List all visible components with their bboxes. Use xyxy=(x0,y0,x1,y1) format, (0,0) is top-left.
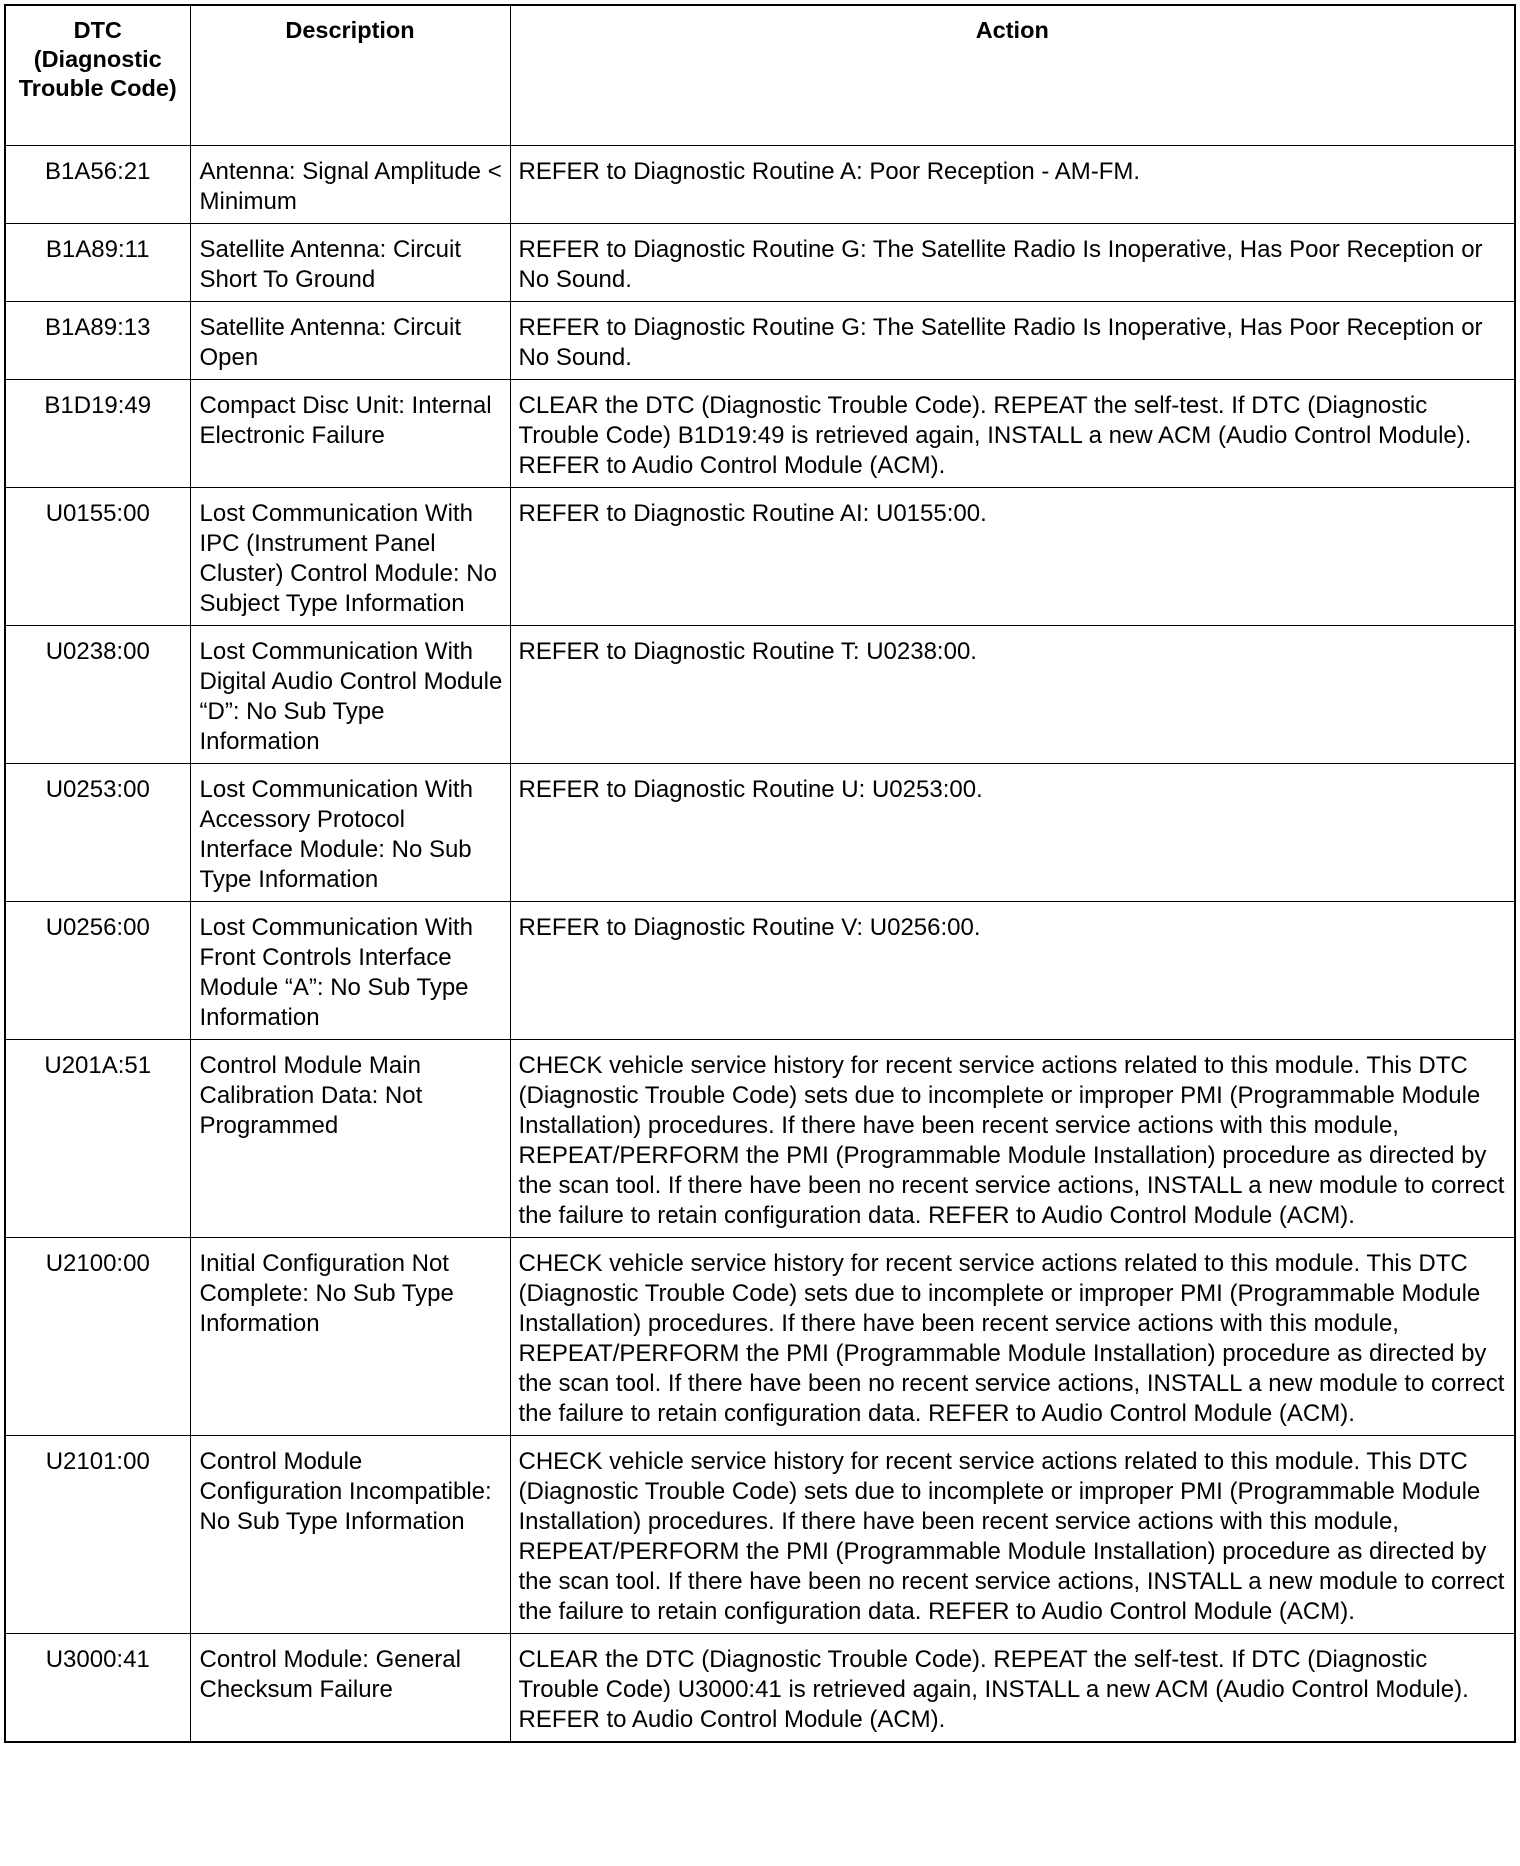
dtc-code-cell: B1A89:11 xyxy=(5,223,190,301)
action-cell: CHECK vehicle service history for recent service actions related to this module. This DTC (Diagnostic Trouble Code) sets due to incomplete or improper PMI (Programmable Module Installation) procedures. If there have been recent service actions with this module, REPEAT/PERFORM the PMI (Programmable Module Installation) procedure as directed by the scan tool. If there have been no recent service actions, INSTALL a new module to correct the failure to retain configuration data. REFER to Audio Control Module (ACM). xyxy=(510,1237,1515,1435)
table-row xyxy=(5,1237,1515,1435)
action-cell: CHECK vehicle service history for recent service actions related to this module. This DTC (Diagnostic Trouble Code) sets due to incomplete or improper PMI (Programmable Module Installation) procedures. If there have been recent service actions with this module, REPEAT/PERFORM the PMI (Programmable Module Installation) procedure as directed by the scan tool. If there have been no recent service actions, INSTALL a new module to correct the failure to retain configuration data. REFER to Audio Control Module (ACM). xyxy=(510,1039,1515,1237)
column-header-action: Action xyxy=(510,5,1515,145)
dtc-code-cell: U0238:00 xyxy=(5,625,190,763)
table-header-row xyxy=(5,5,1515,145)
dtc-code-cell: U2100:00 xyxy=(5,1237,190,1435)
description-cell: Control Module Main Calibration Data: Not Programmed xyxy=(190,1039,510,1237)
table-row xyxy=(5,379,1515,487)
dtc-table xyxy=(4,4,1516,1743)
table-row xyxy=(5,1435,1515,1633)
dtc-code-cell: B1D19:49 xyxy=(5,379,190,487)
description-cell: Control Module: General Checksum Failure xyxy=(190,1633,510,1742)
description-cell: Satellite Antenna: Circuit Short To Ground xyxy=(190,223,510,301)
dtc-code-cell: U3000:41 xyxy=(5,1633,190,1742)
dtc-code-cell: U0253:00 xyxy=(5,763,190,901)
description-cell: Lost Communication With Accessory Protocol Interface Module: No Sub Type Information xyxy=(190,763,510,901)
action-cell: CLEAR the DTC (Diagnostic Trouble Code). REPEAT the self-test. If DTC (Diagnostic Trouble Code) B1D19:49 is retrieved again, INSTALL a new ACM (Audio Control Module). REFER to Audio Control Module (ACM). xyxy=(510,379,1515,487)
table-row xyxy=(5,625,1515,763)
description-cell: Satellite Antenna: Circuit Open xyxy=(190,301,510,379)
description-cell: Lost Communication With IPC (Instrument Panel Cluster) Control Module: No Subject Type Information xyxy=(190,487,510,625)
dtc-code-cell: U0256:00 xyxy=(5,901,190,1039)
table-row xyxy=(5,1039,1515,1237)
table-row xyxy=(5,763,1515,901)
dtc-code-cell: B1A56:21 xyxy=(5,145,190,223)
description-cell: Control Module Configuration Incompatible: No Sub Type Information xyxy=(190,1435,510,1633)
action-cell: REFER to Diagnostic Routine T: U0238:00. xyxy=(510,625,1515,763)
description-cell: Lost Communication With Digital Audio Control Module “D”: No Sub Type Information xyxy=(190,625,510,763)
action-cell: REFER to Diagnostic Routine A: Poor Reception - AM-FM. xyxy=(510,145,1515,223)
action-cell: CLEAR the DTC (Diagnostic Trouble Code). REPEAT the self-test. If DTC (Diagnostic Trouble Code) U3000:41 is retrieved again, INSTALL a new ACM (Audio Control Module). REFER to Audio Control Module (ACM). xyxy=(510,1633,1515,1742)
dtc-code-cell: U2101:00 xyxy=(5,1435,190,1633)
dtc-code-cell: U201A:51 xyxy=(5,1039,190,1237)
table-row xyxy=(5,487,1515,625)
description-cell: Compact Disc Unit: Internal Electronic Failure xyxy=(190,379,510,487)
dtc-table-page xyxy=(4,4,1514,1743)
dtc-code-cell: B1A89:13 xyxy=(5,301,190,379)
table-row xyxy=(5,901,1515,1039)
table-row xyxy=(5,223,1515,301)
action-cell: REFER to Diagnostic Routine U: U0253:00. xyxy=(510,763,1515,901)
table-row xyxy=(5,301,1515,379)
action-cell: REFER to Diagnostic Routine V: U0256:00. xyxy=(510,901,1515,1039)
dtc-code-cell: U0155:00 xyxy=(5,487,190,625)
column-header-description: Description xyxy=(190,5,510,145)
action-cell: CHECK vehicle service history for recent service actions related to this module. This DTC (Diagnostic Trouble Code) sets due to incomplete or improper PMI (Programmable Module Installation) procedures. If there have been recent service actions with this module, REPEAT/PERFORM the PMI (Programmable Module Installation) procedure as directed by the scan tool. If there have been no recent service actions, INSTALL a new module to correct the failure to retain configuration data. REFER to Audio Control Module (ACM). xyxy=(510,1435,1515,1633)
table-row xyxy=(5,1633,1515,1742)
description-cell: Antenna: Signal Amplitude < Minimum xyxy=(190,145,510,223)
description-cell: Initial Configuration Not Complete: No Sub Type Information xyxy=(190,1237,510,1435)
action-cell: REFER to Diagnostic Routine G: The Satellite Radio Is Inoperative, Has Poor Reception or No Sound. xyxy=(510,223,1515,301)
action-cell: REFER to Diagnostic Routine G: The Satellite Radio Is Inoperative, Has Poor Reception or No Sound. xyxy=(510,301,1515,379)
column-header-code: DTC (Diagnostic Trouble Code) xyxy=(5,5,190,145)
description-cell: Lost Communication With Front Controls Interface Module “A”: No Sub Type Information xyxy=(190,901,510,1039)
table-row xyxy=(5,145,1515,223)
action-cell: REFER to Diagnostic Routine AI: U0155:00. xyxy=(510,487,1515,625)
